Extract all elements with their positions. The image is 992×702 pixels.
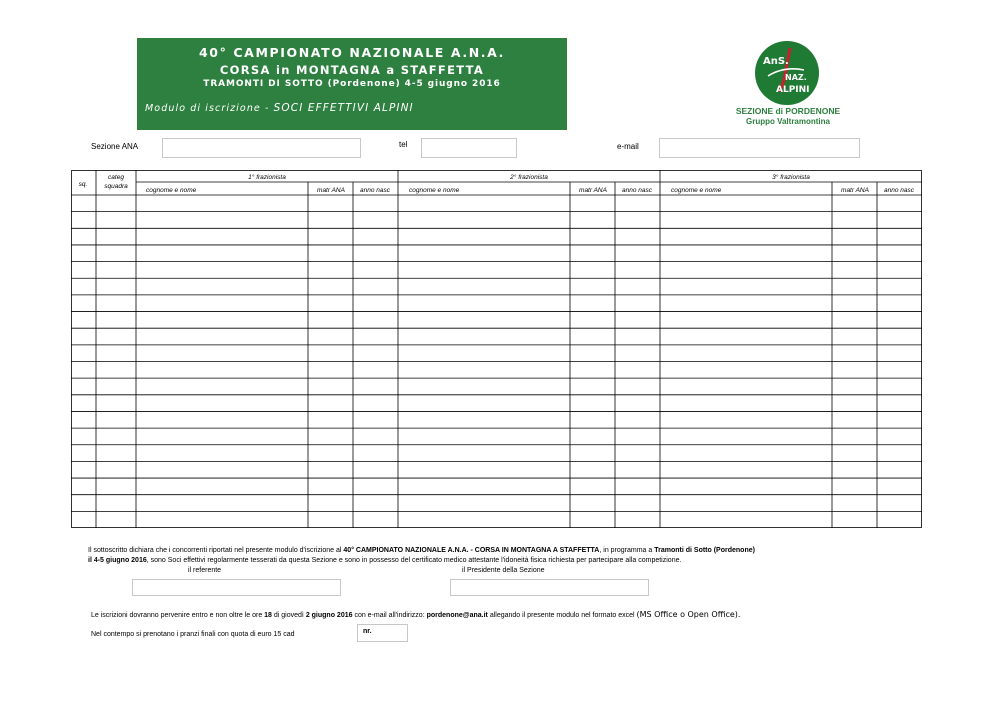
header-squadra: squadra bbox=[104, 183, 128, 190]
header-g1-name: cognome e nome bbox=[146, 187, 197, 194]
svg-text:ALPINI: ALPINI bbox=[776, 85, 810, 95]
table-border bbox=[72, 171, 922, 528]
tel-field[interactable] bbox=[421, 138, 517, 158]
presidente-signature-field[interactable] bbox=[450, 579, 649, 596]
referente-signature-field[interactable] bbox=[132, 579, 341, 596]
group-name: Gruppo Valtramontina bbox=[745, 117, 830, 126]
tel-label: tel bbox=[399, 140, 408, 149]
ana-sports-logo bbox=[754, 40, 820, 106]
referente-label: il referente bbox=[188, 567, 222, 574]
event-title-banner bbox=[137, 38, 567, 130]
sezione-field[interactable] bbox=[162, 138, 361, 158]
svg-text:NAZ.: NAZ. bbox=[785, 73, 807, 82]
presidente-label: il Presidente della Sezione bbox=[462, 567, 545, 574]
registration-table bbox=[71, 170, 922, 528]
championship-title: 40° CAMPIONATO NAZIONALE A.N.A. bbox=[199, 45, 505, 60]
email-label: e-mail bbox=[617, 142, 639, 151]
header-g2-matr: matr ANA bbox=[579, 187, 607, 194]
section-name: SEZIONE di PORDENONE bbox=[735, 106, 841, 116]
race-title: CORSA in MONTAGNA a STAFFETTA bbox=[219, 63, 485, 77]
header-group-2: 2° frazionista bbox=[510, 174, 548, 181]
header-g1-anno: anno nasc bbox=[360, 187, 390, 194]
declaration-text: Il sottoscritto dichiara che i concorrenti riportati nel presente modulo d'iscrizione al 40° CAMPIONATO NAZIONALE A.N.A. - CORSA IN MONTAGNA A STAFFETTA, in programma a Tramonti di Sotto (Pordenone) il 4-5 giugno 2016, sono Soci effettivi regolarmente tesserati da questa Sezione e sono in possesso del certificato medico attestante l'idoneità fisica richiesta per partecipare alla competizione. bbox=[88, 547, 755, 564]
header-sq: sq. bbox=[78, 181, 88, 188]
nr-label: nr. bbox=[363, 628, 372, 635]
header-g3-anno: anno nasc bbox=[884, 187, 914, 194]
lunch-count-field[interactable] bbox=[357, 624, 408, 642]
lunch-booking-text: Nel contempo si prenotano i pranzi finali con quota di euro 15 cad bbox=[91, 631, 295, 638]
header-g3-matr: matr ANA bbox=[841, 187, 869, 194]
header-g3-name: cognome e nome bbox=[671, 187, 722, 194]
email-field[interactable] bbox=[659, 138, 860, 158]
form-subtitle: Modulo di iscrizione - SOCI EFFETTIVI ALPINI bbox=[145, 102, 414, 114]
sezione-label: Sezione ANA bbox=[91, 142, 139, 151]
header-group-1: 1° frazionista bbox=[248, 174, 286, 181]
header-g1-matr: matr ANA bbox=[317, 187, 345, 194]
deadline-text: Le iscrizioni dovranno pervenire entro e non oltre le ore 18 di giovedì 2 giugno 2016 con e-mail all'indirizzo: pordenone@ana.it allegando il presente modulo nel formato excel (MS Office o Open Office). bbox=[91, 610, 741, 619]
venue-date: TRAMONTI DI SOTTO (Pordenone) 4-5 giugno 2016 bbox=[203, 79, 501, 89]
header-group-3: 3° frazionista bbox=[772, 174, 810, 181]
svg-text:AnS.: AnS. bbox=[763, 56, 789, 67]
header-g2-name: cognome e nome bbox=[409, 187, 460, 194]
header-g2-anno: anno nasc bbox=[622, 187, 652, 194]
header-categ: categ bbox=[108, 174, 124, 181]
